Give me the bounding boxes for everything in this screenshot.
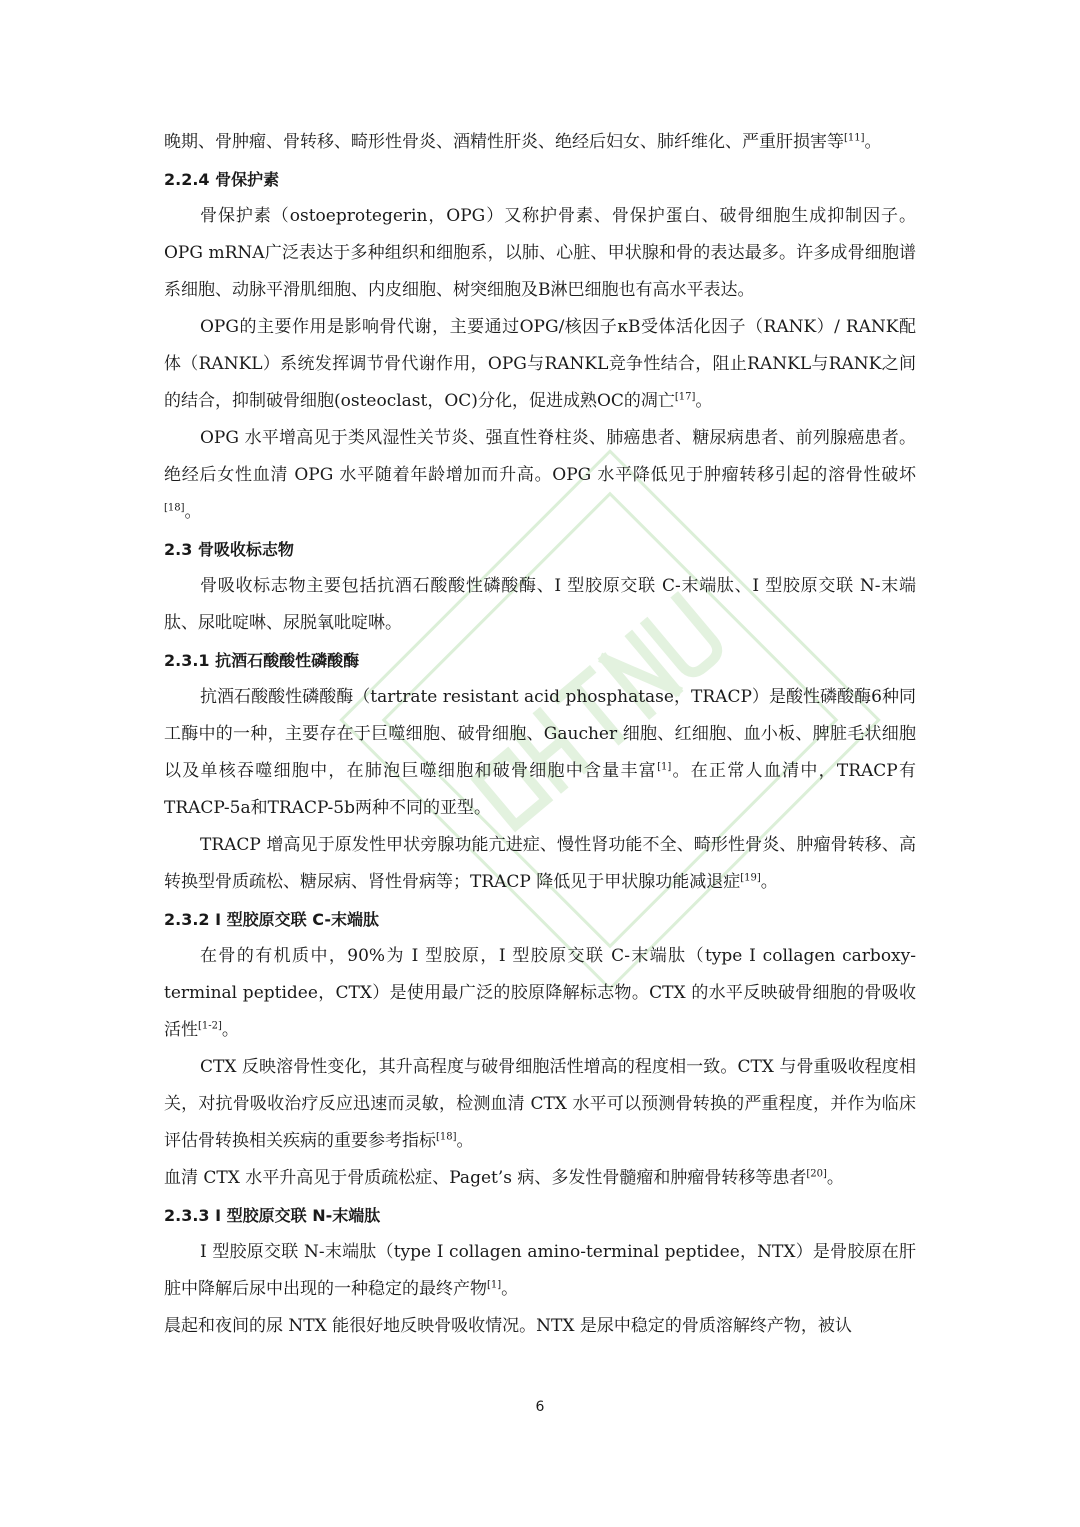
- paragraph: [164, 679, 916, 827]
- paragraph: [164, 309, 916, 420]
- paragraph-text: CTX 反映溶骨性变化，其升高程度与破骨细胞活性增高的程度相一致。CTX 与骨重吸收程度相关，对抗骨吸收治疗反应迅速而灵敏，检测血清 CTX 水平可以预测骨转换的严重程度，并作为临床评估骨转换相关疾病的重要参考指标: [164, 1057, 916, 1151]
- paragraph-text: 晚期、骨肿瘤、骨转移、畸形性骨炎、酒精性肝炎、绝经后妇女、肺纤维化、严重肝损害等: [164, 132, 844, 152]
- document-body: [164, 124, 916, 1345]
- paragraph: [164, 420, 916, 531]
- page-number: 6: [535, 1399, 545, 1415]
- citation-ref: [18]: [436, 1131, 457, 1143]
- citation-ref: [1]: [657, 761, 672, 773]
- citation-ref: [20]: [806, 1168, 827, 1180]
- paragraph-text: 。: [456, 1131, 474, 1151]
- citation-ref: [19]: [740, 872, 761, 884]
- paragraph: [164, 827, 916, 901]
- citation-ref: [1-2]: [198, 1020, 222, 1032]
- paragraph-text: 。: [864, 132, 882, 152]
- paragraph: [164, 1234, 916, 1308]
- paragraph-text: 。: [221, 1020, 239, 1040]
- paragraph-text: 。: [760, 872, 778, 892]
- paragraph-text: 在骨的有机质中，90%为 I 型胶原，I 型胶原交联 C-末端肽（type I collagen carboxy-terminal peptidee，CTX）是使用最广泛的胶原降解标志物。CTX 的水平反映破骨细胞的骨吸收活性: [164, 946, 916, 1040]
- citation-ref: [1]: [487, 1279, 502, 1291]
- paragraph-text: 晨起和夜间的尿 NTX 能很好地反映骨吸收情况。NTX 是尿中稳定的骨质溶解终产物，被认: [164, 1316, 852, 1336]
- paragraph-text: I 型胶原交联 N-末端肽（type I collagen amino-terminal peptidee，NTX）是骨胶原在肝脏中降解后尿中出现的一种稳定的最终产物: [164, 1242, 916, 1299]
- paragraph-text: 。: [184, 502, 202, 522]
- paragraph: [164, 1160, 916, 1197]
- section-heading: 2.3.2 I 型胶原交联 C-末端肽: [164, 910, 379, 929]
- paragraph: [164, 124, 916, 161]
- paragraph: [164, 198, 916, 309]
- paragraph-text: 。: [501, 1279, 519, 1299]
- paragraph-text: 。: [826, 1168, 844, 1188]
- paragraph-text: 骨吸收标志物主要包括抗酒石酸酸性磷酸酶、I 型胶原交联 C-末端肽、I 型胶原交联 N-末端肽、尿吡啶啉、尿脱氧吡啶啉。: [164, 576, 916, 633]
- paragraph-text: 骨保护素（ostoeprotegerin，OPG）又称护骨素、骨保护蛋白、破骨细胞生成抑制因子。OPG mRNA广泛表达于多种组织和细胞系，以肺、心脏、甲状腺和骨的表达最多。许多成骨细胞谱系细胞、动脉平滑肌细胞、内皮细胞、树突细胞及B淋巴细胞也有高水平表达。: [164, 206, 916, 300]
- paragraph-text: TRACP 增高见于原发性甲状旁腺功能亢进症、慢性肾功能不全、畸形性骨炎、肿瘤骨转移、高转换型骨质疏松、糖尿病、肾性骨病等；TRACP 降低见于甲状腺功能减退症: [164, 835, 916, 892]
- section-heading: 2.3 骨吸收标志物: [164, 540, 294, 559]
- section-heading: 2.3.3 I 型胶原交联 N-末端肽: [164, 1206, 381, 1225]
- paragraph: [164, 568, 916, 642]
- paragraph-text: 。在正常人血清中，TRACP有TRACP-5a和TRACP-5b两种不同的亚型。: [164, 761, 916, 818]
- citation-ref: [18]: [164, 502, 185, 514]
- section-heading: 2.3.1 抗酒石酸酸性磷酸酶: [164, 651, 360, 670]
- paragraph: [164, 938, 916, 1049]
- paragraph-text: OPG 水平增高见于类风湿性关节炎、强直性脊柱炎、肺癌患者、糖尿病患者、前列腺癌患者。绝经后女性血清 OPG 水平随着年龄增加而升高。OPG 水平降低见于肿瘤转移引起的溶骨性破坏: [164, 428, 916, 485]
- paragraph-text: 抗酒石酸酸性磷酸酶（tartrate resistant acid phosphatase，TRACP）是酸性磷酸酶6种同工酶中的一种，主要存在于巨噬细胞、破骨细胞、Gaucher 细胞、红细胞、血小板、脾脏毛状细胞以及单核吞噬细胞中，在肺泡巨噬细胞和破骨细胞中含量丰富: [164, 687, 916, 781]
- paragraph-text: 血清 CTX 水平升高见于骨质疏松症、Paget’s 病、多发性骨髓瘤和肿瘤骨转移等患者: [164, 1168, 807, 1188]
- paragraph-text: OPG的主要作用是影响骨代谢，主要通过OPG/核因子κB受体活化因子（RANK）/ RANK配体（RANKL）系统发挥调节骨代谢作用，OPG与RANKL竞争性结合，阻止RANKL与RANK之间的结合，抑制破骨细胞(osteoclast，OC)分化，促进成熟OC的凋亡: [164, 317, 916, 411]
- citation-ref: [17]: [674, 391, 696, 403]
- citation-ref: [11]: [844, 132, 865, 144]
- paragraph: [164, 1308, 916, 1345]
- section-heading: 2.2.4 骨保护素: [164, 170, 280, 189]
- paragraph-text: 。: [695, 391, 713, 411]
- paragraph: [164, 1049, 916, 1160]
